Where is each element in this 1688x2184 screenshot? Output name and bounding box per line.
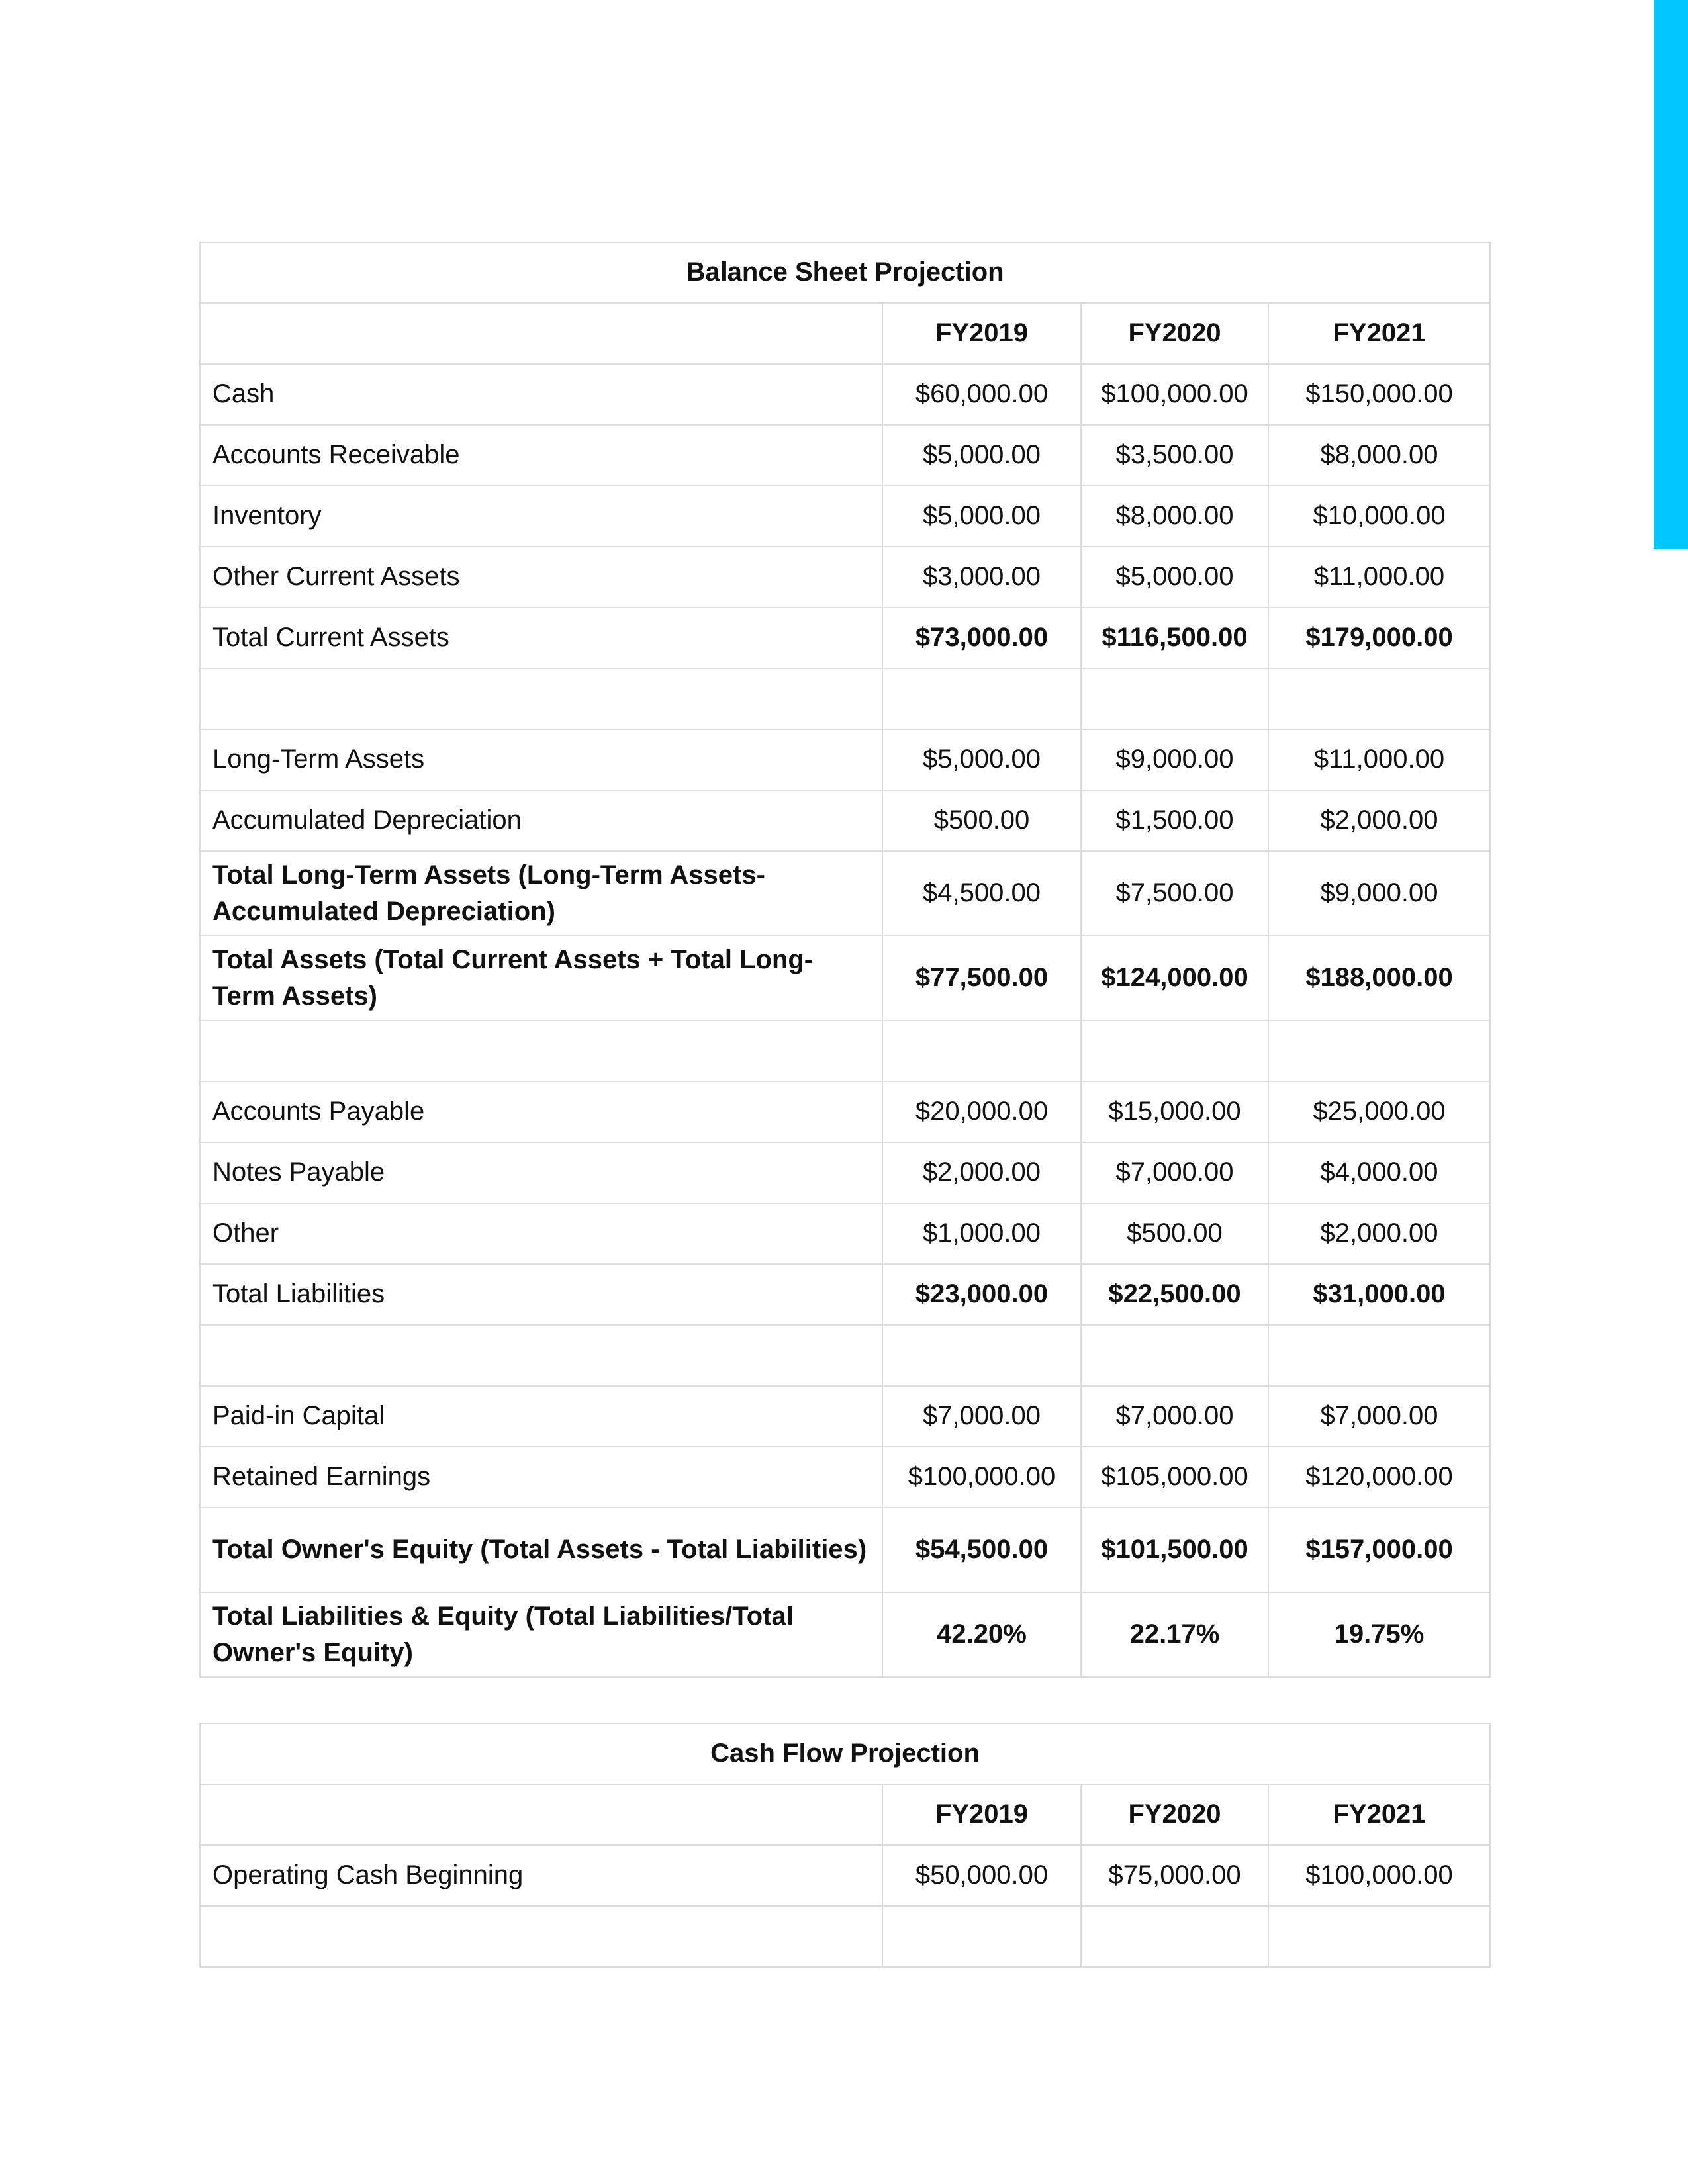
value-cell-fy2020: $7,500.00 bbox=[1081, 851, 1268, 936]
table-row bbox=[200, 1386, 1490, 1447]
value-cell-fy2020: $7,000.00 bbox=[1081, 1142, 1268, 1203]
cash-flow-table bbox=[199, 1723, 1491, 1968]
balance-sheet-title: Balance Sheet Projection bbox=[200, 242, 1490, 303]
column-header-fy2019: FY2019 bbox=[882, 303, 1081, 364]
value-cell-fy2021: $11,000.00 bbox=[1268, 547, 1490, 608]
row-label: Accounts Payable bbox=[200, 1081, 882, 1142]
row-label: Other Current Assets bbox=[200, 547, 882, 608]
value-cell-fy2020: $100,000.00 bbox=[1081, 364, 1268, 425]
row-label: Total Owner's Equity (Total Assets - Total Liabilities) bbox=[200, 1508, 882, 1592]
value-cell-fy2019: $5,000.00 bbox=[882, 486, 1081, 547]
column-header-fy2020: FY2020 bbox=[1081, 1784, 1268, 1845]
value-cell-fy2019: $500.00 bbox=[882, 790, 1081, 851]
row-label: Total Current Assets bbox=[200, 608, 882, 668]
value-cell-fy2021: $25,000.00 bbox=[1268, 1081, 1490, 1142]
value-cell-fy2020: $75,000.00 bbox=[1081, 1845, 1268, 1906]
table-row bbox=[200, 1592, 1490, 1677]
table-row bbox=[200, 790, 1490, 851]
value-cell-fy2021 bbox=[1268, 1021, 1490, 1081]
value-cell-fy2020: $8,000.00 bbox=[1081, 486, 1268, 547]
value-cell-fy2021: $11,000.00 bbox=[1268, 729, 1490, 790]
value-cell-fy2019: $5,000.00 bbox=[882, 425, 1081, 486]
value-cell-fy2021 bbox=[1268, 1325, 1490, 1386]
value-cell-fy2019: $54,500.00 bbox=[882, 1508, 1081, 1592]
row-label: Total Liabilities bbox=[200, 1264, 882, 1325]
value-cell-fy2021: $8,000.00 bbox=[1268, 425, 1490, 486]
table-row bbox=[200, 486, 1490, 547]
value-cell-fy2019: $7,000.00 bbox=[882, 1386, 1081, 1447]
value-cell-fy2020: $9,000.00 bbox=[1081, 729, 1268, 790]
row-label: Retained Earnings bbox=[200, 1447, 882, 1508]
value-cell-fy2020: $7,000.00 bbox=[1081, 1386, 1268, 1447]
value-cell-fy2020: $1,500.00 bbox=[1081, 790, 1268, 851]
table-row bbox=[200, 851, 1490, 936]
value-cell-fy2019: $23,000.00 bbox=[882, 1264, 1081, 1325]
value-cell-fy2019: $1,000.00 bbox=[882, 1203, 1081, 1264]
value-cell-fy2019 bbox=[882, 1906, 1081, 1967]
row-label: Other bbox=[200, 1203, 882, 1264]
balance-sheet-table bbox=[199, 242, 1491, 1678]
value-cell-fy2020 bbox=[1081, 668, 1268, 729]
column-header-row bbox=[200, 303, 1490, 364]
spacer-row bbox=[200, 1021, 1490, 1081]
cash-flow-body bbox=[200, 1723, 1490, 1967]
value-cell-fy2021: $150,000.00 bbox=[1268, 364, 1490, 425]
value-cell-fy2020 bbox=[1081, 1906, 1268, 1967]
row-label: Total Assets (Total Current Assets + Total Long-Term Assets) bbox=[200, 936, 882, 1021]
value-cell-fy2020: $101,500.00 bbox=[1081, 1508, 1268, 1592]
value-cell-fy2020: $116,500.00 bbox=[1081, 608, 1268, 668]
table-row bbox=[200, 608, 1490, 668]
table-row bbox=[200, 364, 1490, 425]
value-cell-fy2021 bbox=[1268, 1906, 1490, 1967]
table-row bbox=[200, 729, 1490, 790]
column-header-blank bbox=[200, 1784, 882, 1845]
table-row bbox=[200, 1508, 1490, 1592]
column-header-fy2020: FY2020 bbox=[1081, 303, 1268, 364]
table-title-row bbox=[200, 1723, 1490, 1784]
value-cell-fy2020 bbox=[1081, 1325, 1268, 1386]
column-header-fy2021: FY2021 bbox=[1268, 303, 1490, 364]
spacer-row bbox=[200, 1906, 1490, 1967]
value-cell-fy2019: $5,000.00 bbox=[882, 729, 1081, 790]
value-cell-fy2021: 19.75% bbox=[1268, 1592, 1490, 1677]
value-cell-fy2020: $5,000.00 bbox=[1081, 547, 1268, 608]
row-label: Paid-in Capital bbox=[200, 1386, 882, 1447]
value-cell-fy2019: $60,000.00 bbox=[882, 364, 1081, 425]
value-cell-fy2021: $2,000.00 bbox=[1268, 790, 1490, 851]
value-cell-fy2019: $3,000.00 bbox=[882, 547, 1081, 608]
value-cell-fy2019: $77,500.00 bbox=[882, 936, 1081, 1021]
row-label: Total Long-Term Assets (Long-Term Assets-Accumulated Depreciation) bbox=[200, 851, 882, 936]
value-cell-fy2021: $10,000.00 bbox=[1268, 486, 1490, 547]
table-row bbox=[200, 936, 1490, 1021]
value-cell-fy2021: $4,000.00 bbox=[1268, 1142, 1490, 1203]
value-cell-fy2021: $31,000.00 bbox=[1268, 1264, 1490, 1325]
row-label: Notes Payable bbox=[200, 1142, 882, 1203]
column-header-blank bbox=[200, 303, 882, 364]
table-row bbox=[200, 1081, 1490, 1142]
value-cell-fy2019: 42.20% bbox=[882, 1592, 1081, 1677]
value-cell-fy2020: $15,000.00 bbox=[1081, 1081, 1268, 1142]
column-header-row bbox=[200, 1784, 1490, 1845]
value-cell-fy2019: $73,000.00 bbox=[882, 608, 1081, 668]
value-cell-fy2020: $22,500.00 bbox=[1081, 1264, 1268, 1325]
spacer-row bbox=[200, 668, 1490, 729]
table-row bbox=[200, 1203, 1490, 1264]
balance-sheet-body bbox=[200, 242, 1490, 1677]
value-cell-fy2021: $120,000.00 bbox=[1268, 1447, 1490, 1508]
value-cell-fy2019: $4,500.00 bbox=[882, 851, 1081, 936]
value-cell-fy2021 bbox=[1268, 668, 1490, 729]
row-label bbox=[200, 1906, 882, 1967]
table-title-row bbox=[200, 242, 1490, 303]
value-cell-fy2020 bbox=[1081, 1021, 1268, 1081]
value-cell-fy2021: $9,000.00 bbox=[1268, 851, 1490, 936]
table-row bbox=[200, 1142, 1490, 1203]
value-cell-fy2020: $3,500.00 bbox=[1081, 425, 1268, 486]
value-cell-fy2020: 22.17% bbox=[1081, 1592, 1268, 1677]
row-label bbox=[200, 1325, 882, 1386]
value-cell-fy2021: $157,000.00 bbox=[1268, 1508, 1490, 1592]
value-cell-fy2020: $124,000.00 bbox=[1081, 936, 1268, 1021]
table-row bbox=[200, 425, 1490, 486]
column-header-fy2021: FY2021 bbox=[1268, 1784, 1490, 1845]
value-cell-fy2019 bbox=[882, 668, 1081, 729]
value-cell-fy2019: $2,000.00 bbox=[882, 1142, 1081, 1203]
value-cell-fy2021: $2,000.00 bbox=[1268, 1203, 1490, 1264]
table-row bbox=[200, 1264, 1490, 1325]
value-cell-fy2021: $188,000.00 bbox=[1268, 936, 1490, 1021]
table-row bbox=[200, 1447, 1490, 1508]
value-cell-fy2021: $100,000.00 bbox=[1268, 1845, 1490, 1906]
value-cell-fy2019 bbox=[882, 1021, 1081, 1081]
row-label: Operating Cash Beginning bbox=[200, 1845, 882, 1906]
value-cell-fy2020: $500.00 bbox=[1081, 1203, 1268, 1264]
row-label: Accounts Receivable bbox=[200, 425, 882, 486]
value-cell-fy2019: $20,000.00 bbox=[882, 1081, 1081, 1142]
row-label: Total Liabilities & Equity (Total Liabilities/Total Owner's Equity) bbox=[200, 1592, 882, 1677]
value-cell-fy2019 bbox=[882, 1325, 1081, 1386]
accent-bar bbox=[1654, 0, 1688, 549]
spacer-row bbox=[200, 1325, 1490, 1386]
row-label bbox=[200, 1021, 882, 1081]
row-label: Accumulated Depreciation bbox=[200, 790, 882, 851]
column-header-fy2019: FY2019 bbox=[882, 1784, 1081, 1845]
row-label: Cash bbox=[200, 364, 882, 425]
value-cell-fy2021: $179,000.00 bbox=[1268, 608, 1490, 668]
cash-flow-title: Cash Flow Projection bbox=[200, 1723, 1490, 1784]
table-row bbox=[200, 547, 1490, 608]
value-cell-fy2021: $7,000.00 bbox=[1268, 1386, 1490, 1447]
value-cell-fy2019: $100,000.00 bbox=[882, 1447, 1081, 1508]
row-label: Inventory bbox=[200, 486, 882, 547]
value-cell-fy2020: $105,000.00 bbox=[1081, 1447, 1268, 1508]
value-cell-fy2019: $50,000.00 bbox=[882, 1845, 1081, 1906]
row-label bbox=[200, 668, 882, 729]
table-row bbox=[200, 1845, 1490, 1906]
row-label: Long-Term Assets bbox=[200, 729, 882, 790]
